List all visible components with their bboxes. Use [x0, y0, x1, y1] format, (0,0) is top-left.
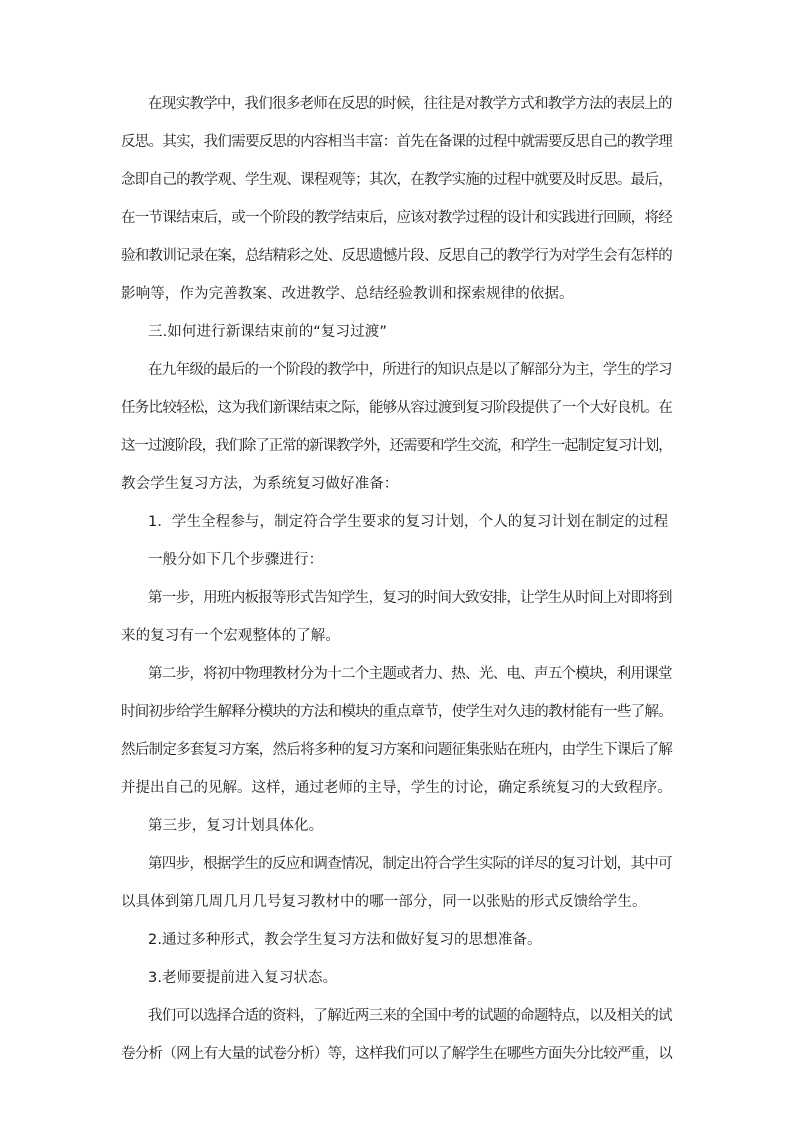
step-4-line: 第四步，根据学生的反应和调查情况，制定出符合学生实际的详尽的复习计划，其中可	[148, 856, 672, 872]
paragraph-line: 念即自己的教学观、学生观、课程观等；其次，在教学实施的过程中就要及时反思。最后，	[121, 172, 672, 188]
paragraph-line: 在一节课结束后，或一个阶段的教学结束后，应该对教学过程的设计和实践进行回顾，将经	[121, 210, 672, 226]
list-item-2: 2.通过多种形式，教会学生复习方法和做好复习的思想准备。	[148, 932, 542, 948]
section-heading: 三.如何进行新课结束前的“复习过渡”	[148, 324, 387, 340]
paragraph-line: 然后制定多套复习方案，然后将多种的复习方案和问题征集张贴在班内，由学生下课后了解	[121, 742, 672, 758]
paragraph-line: 影响等，作为完善教案、改进教学、总结经验教训和探索规律的依据。	[121, 286, 574, 302]
paragraph-line: 任务比较轻松，这为我们新课结束之际，能够从容过渡到复习阶段提供了一个大好良机。在	[121, 400, 672, 416]
paragraph-line: 并提出自己的见解。这样，通过老师的主导，学生的讨论，确定系统复习的大致程序。	[121, 780, 672, 796]
paragraph-line: 一般分如下几个步骤进行：	[148, 552, 324, 568]
paragraph-line: 反思。其实，我们需要反思的内容相当丰富：首先在备课的过程中就需要反思自己的教学理	[121, 134, 672, 150]
step-2-line: 第二步，将初中物理教材分为十二个主题或者力、热、光、电、声五个模块，利用课堂	[148, 666, 672, 682]
paragraph-line: 我们可以选择合适的资料，了解近两三来的全国中考的试题的命题特点，以及相关的试	[148, 1008, 672, 1024]
paragraph-line: 在九年级的最后的一个阶段的教学中，所进行的知识点是以了解部分为主，学生的学习	[148, 362, 672, 378]
paragraph-line: 在现实教学中，我们很多老师在反思的时候，往往是对教学方式和教学方法的表层上的	[148, 96, 672, 112]
list-item-1: 1．学生全程参与，制定符合学生要求的复习计划，个人的复习计划在制定的过程	[148, 514, 669, 530]
list-item-3: 3.老师要提前进入复习状态。	[148, 970, 338, 986]
paragraph-line: 教会学生复习方法，为系统复习做好准备：	[121, 476, 399, 492]
step-3-line: 第三步，复习计划具体化。	[148, 818, 324, 834]
paragraph-line: 这一过渡阶段，我们除了正常的新课教学外，还需要和学生交流，和学生一起制定复习计划，	[121, 438, 672, 454]
step-1-line: 第一步，用班内板报等形式告知学生，复习的时间大致安排，让学生从时间上对即将到	[148, 590, 672, 606]
paragraph-line: 来的复习有一个宏观整体的了解。	[121, 628, 340, 644]
paragraph-line: 卷分析（网上有大量的试卷分析）等，这样我们可以了解学生在哪些方面失分比较严重，以	[121, 1046, 672, 1062]
paragraph-line: 时间初步给学生解释分模块的方法和模块的重点章节，使学生对久违的教材能有一些了解。	[121, 704, 672, 720]
paragraph-line: 以具体到第几周几月几号复习教材中的哪一部分，同一以张贴的形式反馈给学生。	[121, 894, 647, 910]
paragraph-line: 验和教训记录在案，总结精彩之处、反思遗憾片段、反思自己的教学行为对学生会有怎样的	[121, 248, 672, 264]
